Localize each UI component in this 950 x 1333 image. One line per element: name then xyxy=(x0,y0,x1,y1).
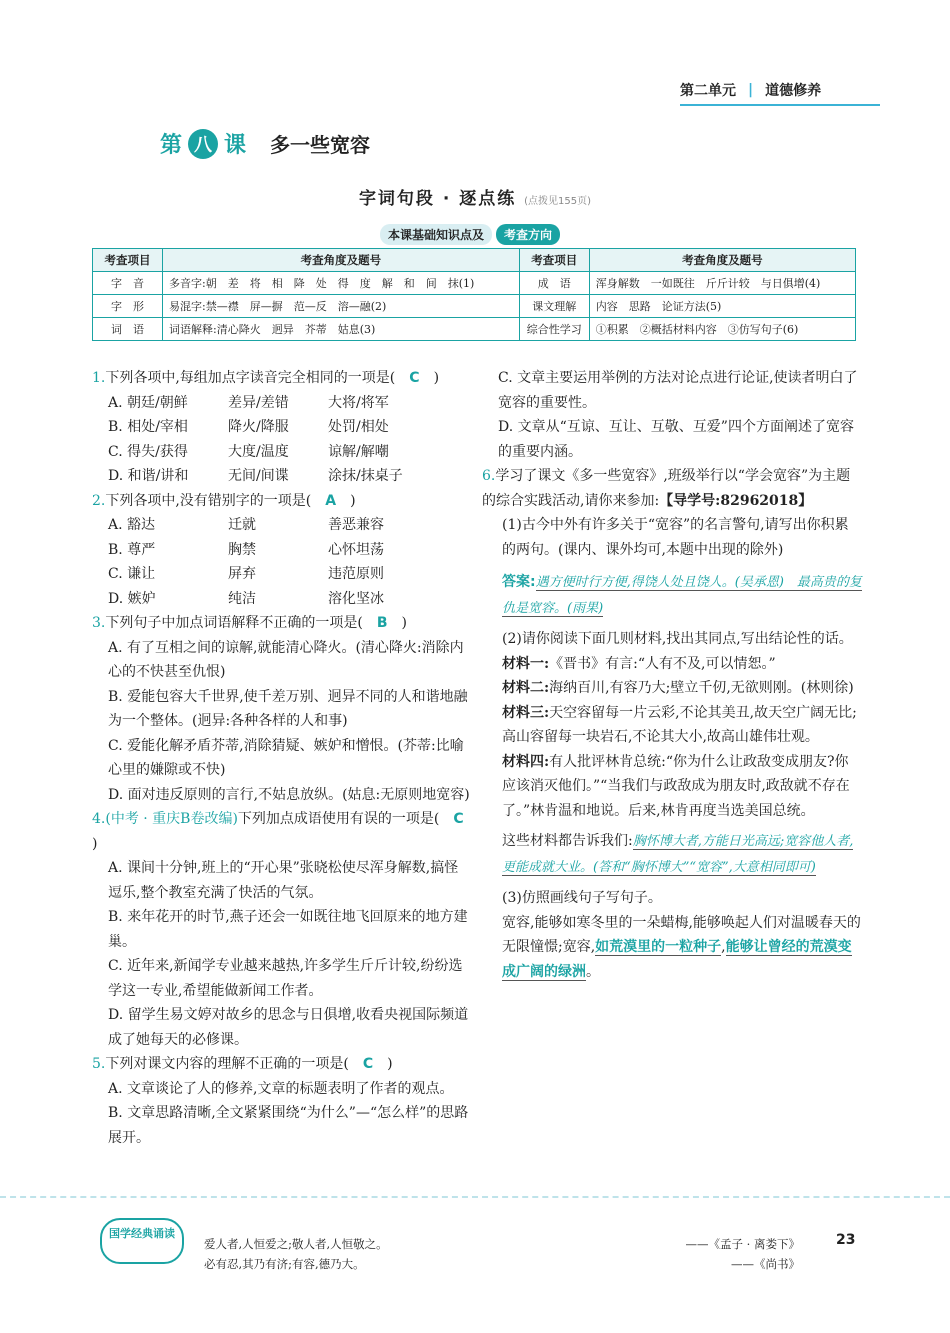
question-text: 下列加点成语使用有误的一项是( xyxy=(237,811,440,827)
option: 差异/差错 xyxy=(228,394,289,411)
lesson-number: 八 xyxy=(188,129,218,159)
footer-divider xyxy=(0,1196,950,1206)
table-header: 考查项目 xyxy=(519,249,589,272)
option: 屏弃 xyxy=(228,566,256,582)
material-1 xyxy=(482,652,862,677)
option: A. 豁达 xyxy=(108,517,156,533)
option: C. 近年来,新闻学专业越来越热,许多学生斤斤计较,纷纷选学这一专业,希望能做新闻工作者。 xyxy=(108,958,463,999)
question-5 xyxy=(92,1052,472,1077)
table-cell: 多音字:朝 差 将 相 降 处 得 度 解 和 间 抹(1) xyxy=(163,272,520,295)
handwritten-answer: 遇方便时行方便,得饶人处且饶人。(吴承恩) 最高贵的复仇是宽容。(雨果) xyxy=(502,575,862,616)
table-header: 考查项目 xyxy=(93,249,163,272)
lesson-name: 多一些宽容 xyxy=(270,133,371,157)
option: D. 文章从“互谅、互让、互敬、互爱”四个方面阐述了宽容的重要内涵。 xyxy=(498,419,854,460)
sub-question-3: (3)仿照画线句子写句子。 xyxy=(502,890,662,906)
q2-options xyxy=(92,513,472,611)
option: 谅解/解嘲 xyxy=(328,443,389,460)
question-number: 6. xyxy=(482,468,496,484)
material-4 xyxy=(482,750,862,824)
source-2: ——《尚书》 xyxy=(731,1257,800,1271)
option: 处罚/相处 xyxy=(328,419,389,435)
paren-close: ) xyxy=(433,370,440,386)
material-text: 天空容留每一片云彩,不论其美丑,故天空广阔无比;高山容留每一块岩石,不论其大小,故高山雄伟壮观。 xyxy=(502,704,857,745)
table-cell: 字 形 xyxy=(93,295,163,318)
banner-left: 本课基础知识点及 xyxy=(380,224,492,245)
material-label: 材料二: xyxy=(502,680,550,696)
source-1: ——《孟子 · 离娄下》 xyxy=(685,1237,800,1251)
material-3 xyxy=(482,701,862,750)
option: 大度/温度 xyxy=(228,443,289,460)
handwritten-answer: 胸怀博大者,方能日光高远;宽容他人者,更能成就大业。(答和“胸怀博大”“宽容”,大意相同即可) xyxy=(502,834,854,875)
option: B. 文章思路清晰,全文紧紧围绕“为什么”—“怎么样”的思路展开。 xyxy=(108,1105,469,1146)
footer-sources xyxy=(640,1234,800,1274)
option: B. 来年花开的时节,燕子还会一如既往地飞回原来的地方建巢。 xyxy=(108,909,468,950)
guide-number: 【导学号:82962018】 xyxy=(659,492,813,509)
model-sentence: 宽容,能够如寒冬里的一朵蜡梅,能够唤起人们对温暖春天的无限憧憬;宽容, xyxy=(502,914,861,955)
question-text: 下列各项中,没有错别字的一项是( xyxy=(105,492,312,509)
option: B. 相处/宰相 xyxy=(108,419,188,435)
header-separator-icon: | xyxy=(748,82,754,98)
answer-label: 答案: xyxy=(502,574,536,590)
question-number: 1. xyxy=(92,370,106,386)
knowledge-banner xyxy=(380,224,560,245)
question-number: 5. xyxy=(92,1056,106,1072)
question-number: 3. xyxy=(92,615,106,631)
quote-2: 必有忍,其乃有济;有容,德乃大。 xyxy=(204,1257,365,1271)
table-cell: ①积累 ②概括材料内容 ③仿写句子(6) xyxy=(589,318,855,341)
option: 涂抹/抹桌子 xyxy=(328,468,403,484)
conclusion-lead: 这些材料都告诉我们: xyxy=(502,833,633,849)
table-row xyxy=(93,295,856,318)
option: D. 和谐/讲和 xyxy=(108,468,189,484)
option: 胸禁 xyxy=(228,541,256,558)
option: 无间/间谍 xyxy=(228,468,289,484)
option: C. 谦让 xyxy=(108,566,156,582)
table-cell: 易混字:禁—襟 屏—摒 范—反 溶—融(2) xyxy=(163,295,520,318)
question-6 xyxy=(482,464,862,513)
punct: 。 xyxy=(586,963,600,980)
table-row xyxy=(93,318,856,341)
conclusion xyxy=(482,829,862,880)
question-1 xyxy=(92,366,472,391)
left-column xyxy=(92,366,472,1150)
quote-1: 爱人者,人恒爱之;敬人者,人恒敬之。 xyxy=(204,1237,388,1251)
page-header xyxy=(680,80,821,100)
material-2 xyxy=(482,676,862,701)
table-row xyxy=(93,272,856,295)
material-text: 《晋书》有言:“人有不及,可以情恕。” xyxy=(549,655,776,672)
question-number: 2. xyxy=(92,492,106,509)
option: C. 爱能化解矛盾芥蒂,消除猜疑、嫉妒和憎恨。(芥蒂:比喻心里的嫌隙或不快) xyxy=(108,737,464,778)
punct: , xyxy=(721,939,726,955)
option: 降火/降服 xyxy=(228,419,289,435)
lesson-title xyxy=(160,128,370,159)
option: 迁就 xyxy=(228,517,256,533)
option: 大将/将军 xyxy=(328,394,389,411)
unit-label: 第二单元 xyxy=(680,83,736,99)
table-cell: 字 音 xyxy=(93,272,163,295)
material-text: 海纳百川,有容乃大;壁立千仞,无欲则刚。(林则徐) xyxy=(549,680,854,696)
topic-label: 道德修养 xyxy=(765,83,822,99)
section-title xyxy=(0,184,950,209)
question-source: (中考 · 重庆B卷改编) xyxy=(105,811,238,827)
option: A. 朝廷/朝鲜 xyxy=(108,394,188,411)
paren-close: ) xyxy=(401,615,407,631)
section-ref: (点拨见155页) xyxy=(524,196,592,207)
imitation-sentence xyxy=(482,911,862,985)
question-text: 下列对课文内容的理解不正确的一项是( xyxy=(105,1056,349,1072)
question-4 xyxy=(92,807,472,856)
material-label: 材料三: xyxy=(502,704,550,721)
banner-right: 考查方向 xyxy=(496,224,560,245)
option: 违范原则 xyxy=(328,566,384,582)
answer-mark: C xyxy=(409,370,420,386)
answer-mark: B xyxy=(376,615,388,631)
material-label: 材料一: xyxy=(502,655,550,672)
option: 善恶兼容 xyxy=(328,517,384,533)
option: 纯洁 xyxy=(228,590,256,607)
answer-blank-2: 能够让曾经的荒漠变成广阔的绿洲 xyxy=(502,939,852,980)
option: A. 课间十分钟,班上的“开心果”张晓松使尽浑身解数,搞怪逗乐,整个教室充满了快活的气氛。 xyxy=(108,860,459,901)
option: B. 尊严 xyxy=(108,541,156,558)
sub-question-1: (1)古今中外有许多关于“宽容”的名言警句,请写出你积累的两句。(课内、课外均可,本题中出现的除外) xyxy=(502,517,849,558)
table-cell: 综合性学习 xyxy=(519,318,589,341)
table-header: 考查角度及题号 xyxy=(589,249,855,272)
option: D. 面对违反原则的言行,不姑息放纵。(姑息:无原则地宽容) xyxy=(108,786,470,803)
knowledge-table xyxy=(92,248,856,341)
paren-close: ) xyxy=(387,1056,393,1072)
right-column xyxy=(482,366,862,984)
paren-close: ) xyxy=(92,835,98,852)
option: C. 文章主要运用举例的方法对论点进行论证,使读者明白了宽容的重要性。 xyxy=(498,370,858,411)
option: A. 文章谈论了人的修养,文章的标题表明了作者的观点。 xyxy=(108,1080,454,1097)
table-header-row xyxy=(93,249,856,272)
question-2 xyxy=(92,489,472,514)
table-cell: 浑身解数 一如既往 斤斤计较 与日俱增(4) xyxy=(589,272,855,295)
option: A. 有了互相之间的谅解,就能清心降火。(清心降火:消除内心的不快甚至仇恨) xyxy=(108,639,464,680)
material-label: 材料四: xyxy=(502,753,550,770)
option: 心怀坦荡 xyxy=(328,541,384,558)
question-number: 4. xyxy=(92,811,106,827)
sub-answer-1 xyxy=(482,570,862,621)
table-cell: 词 语 xyxy=(93,318,163,341)
table-cell: 词语解释:清心降火 迥异 芥蒂 姑息(3) xyxy=(163,318,520,341)
material-text: 有人批评林肯总统:“你为什么让政敌变成朋友?你应该消灭他们。”“当我们与政敌成为朋友时,政敌就不存在了。”林肯温和地说。后来,林肯再度当选美国总统。 xyxy=(502,753,850,819)
option: C. 得失/获得 xyxy=(108,443,188,460)
q1-options xyxy=(92,391,472,489)
option: B. 爱能包容大千世界,使千差万别、迥异不同的人和谐地融为一个整体。(迥异:各种各样的人和事) xyxy=(108,688,468,729)
option: 溶化坚冰 xyxy=(328,590,384,607)
option: D. 留学生易文婷对故乡的思念与日俱增,收看央视国际频道成了她每天的必修课。 xyxy=(108,1007,469,1048)
table-cell: 成 语 xyxy=(519,272,589,295)
table-cell: 课文理解 xyxy=(519,295,589,318)
section-title-text: 字词句段 · 逐点练 xyxy=(358,189,517,209)
question-3 xyxy=(92,611,472,636)
lesson-word-2: 课 xyxy=(224,133,247,158)
sub-question-2: (2)请你阅读下面几则材料,找出其同点,写出结论性的话。 xyxy=(502,631,853,647)
paren-close: ) xyxy=(350,492,356,509)
option: D. 嫉妒 xyxy=(108,590,156,607)
header-rule xyxy=(680,104,880,106)
question-text: 下列各项中,每组加点字读音完全相同的一项是( xyxy=(105,370,396,386)
question-text: 学习了课文《多一些宽容》,班级举行以“学会宽容”为主题的综合实践活动,请你来参加: xyxy=(482,468,851,509)
answer-mark: A xyxy=(325,492,337,509)
classics-logo: 国学经典诵读 xyxy=(100,1218,184,1264)
answer-mark: C xyxy=(453,811,464,827)
footer-quotes xyxy=(204,1234,388,1274)
table-header: 考查角度及题号 xyxy=(163,249,520,272)
lesson-word-1: 第 xyxy=(160,133,183,158)
question-text: 下列句子中加点词语解释不正确的一项是( xyxy=(105,615,363,631)
table-cell: 内容 思路 论证方法(5) xyxy=(589,295,855,318)
answer-blank-1: 如荒漠里的一粒种子 xyxy=(595,939,722,955)
page-number: 23 xyxy=(836,1232,856,1248)
answer-mark: C xyxy=(362,1056,374,1072)
